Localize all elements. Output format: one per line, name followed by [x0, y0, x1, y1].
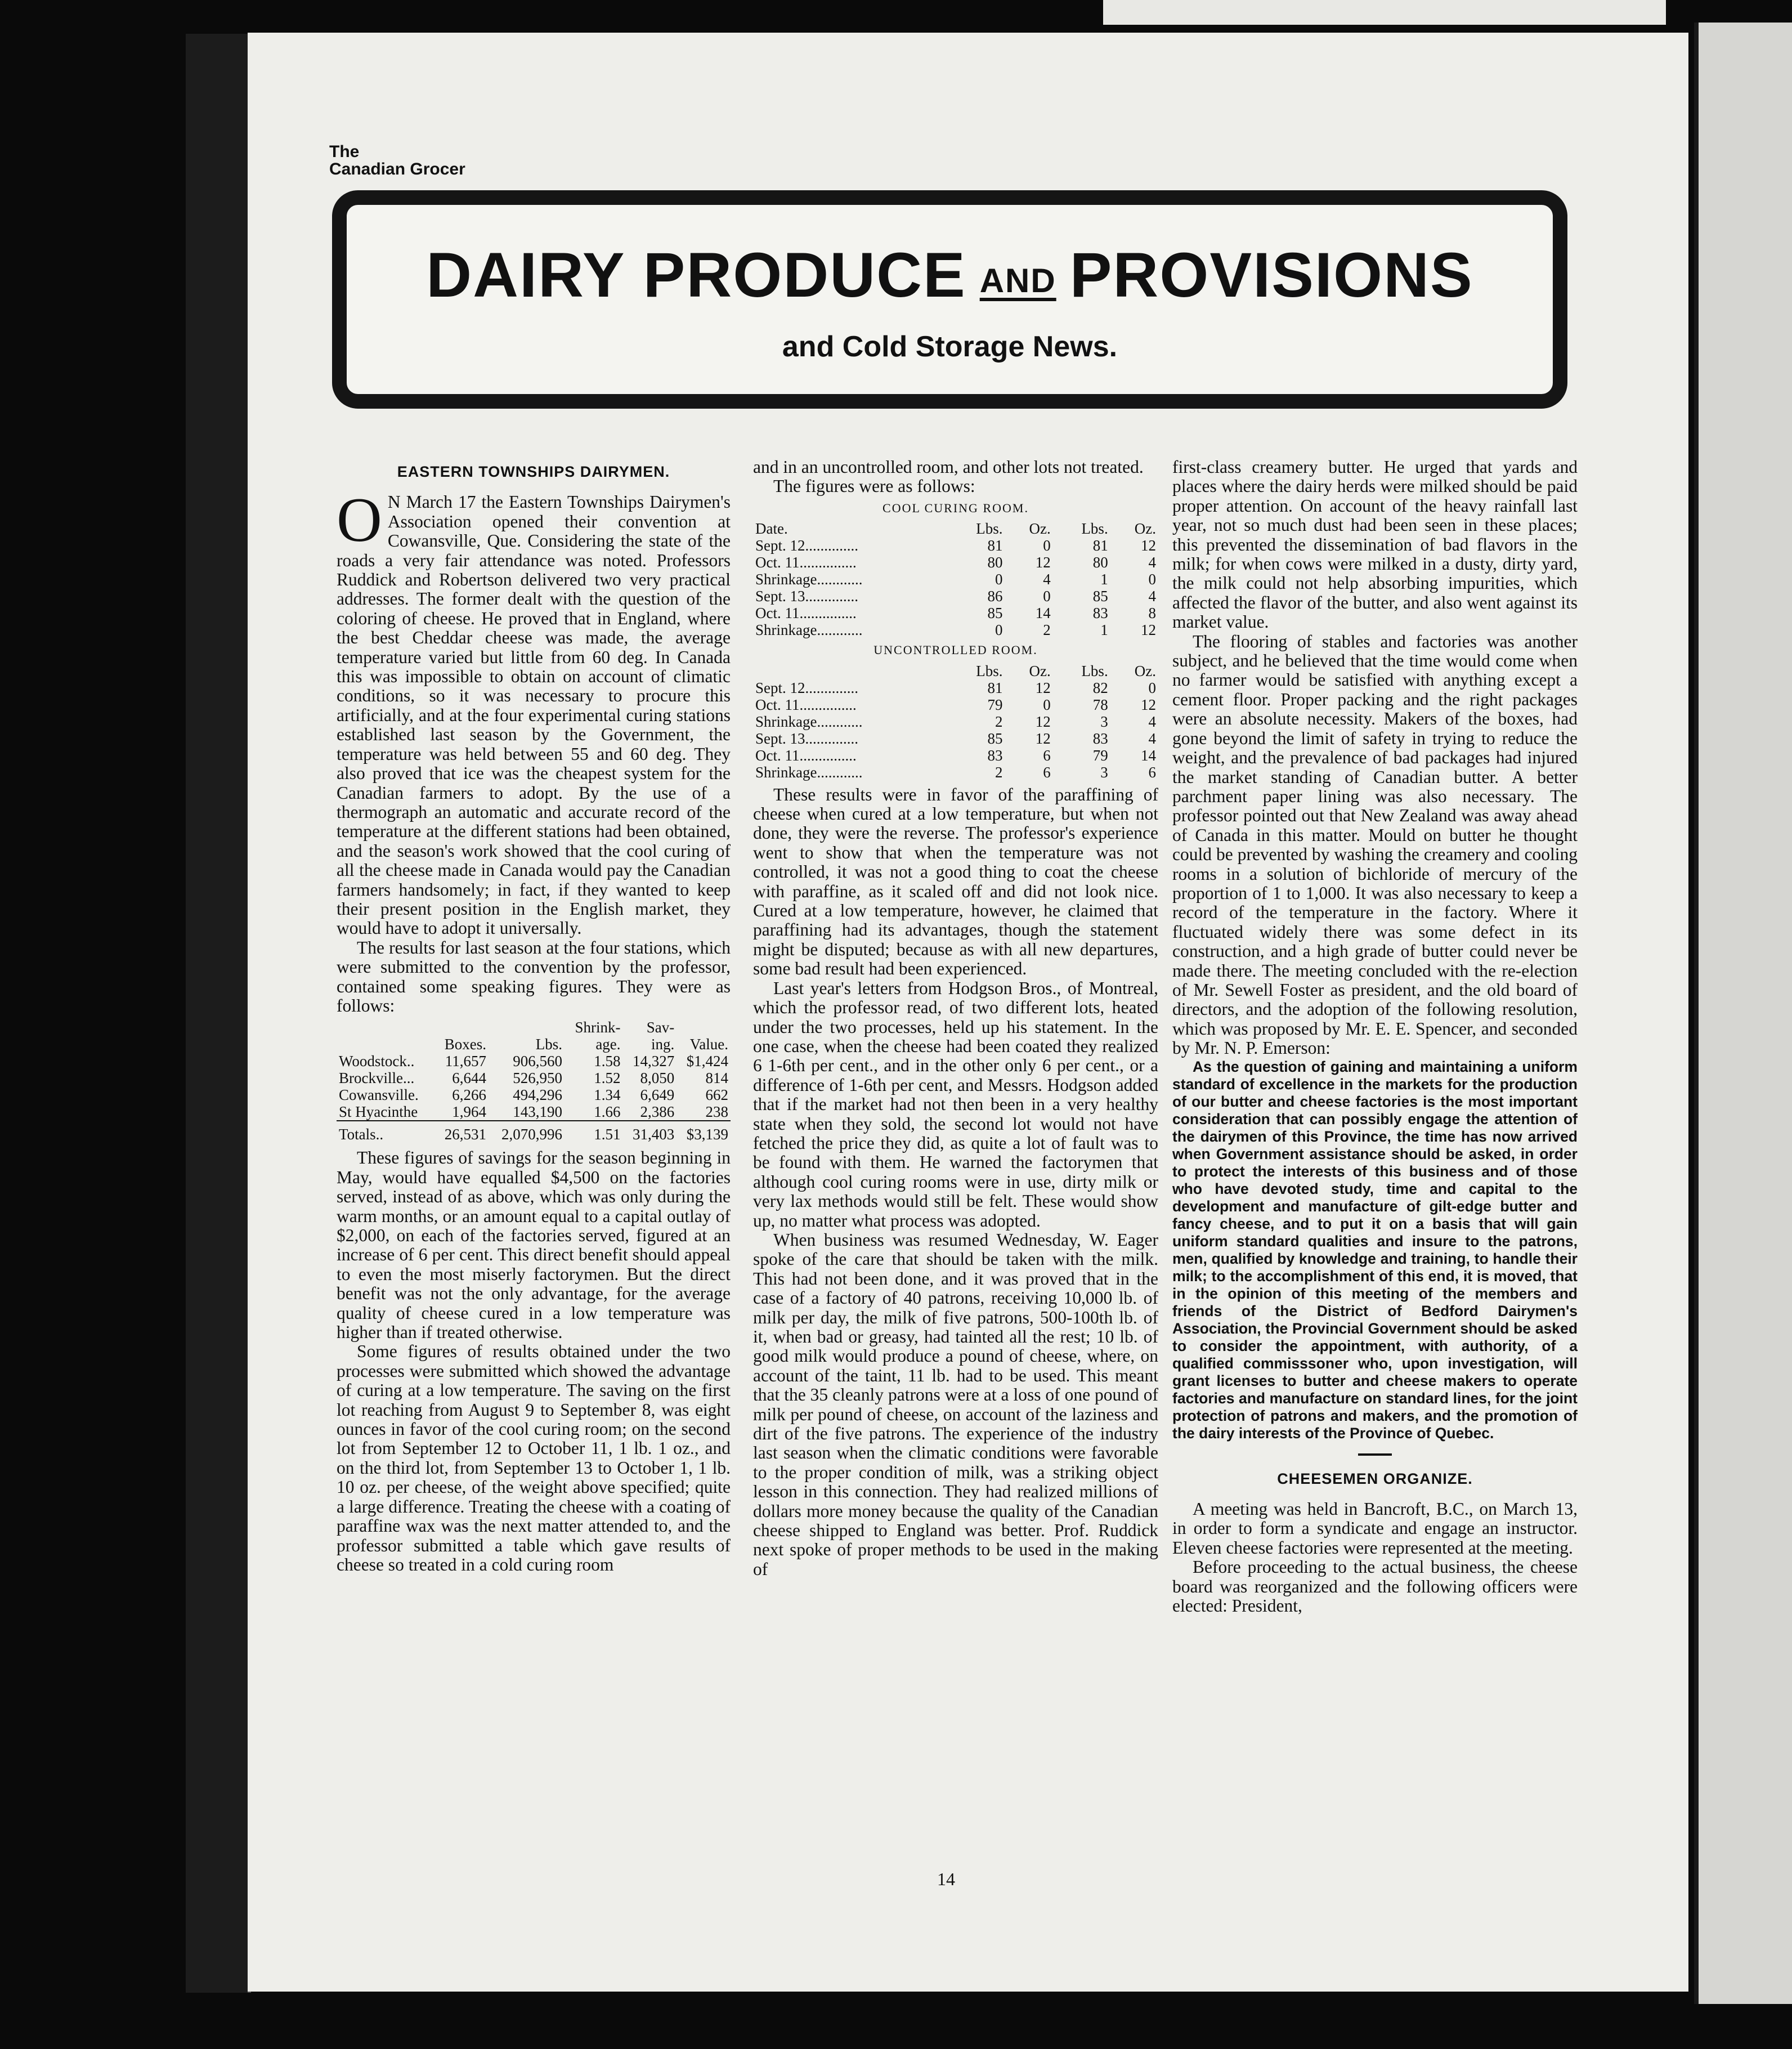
- table-cell: Woodstock..: [339, 1053, 415, 1070]
- table-cell: Brockville...: [339, 1070, 415, 1087]
- table-cell: 0: [1148, 679, 1156, 696]
- table-cell: 4: [1148, 554, 1156, 571]
- table-row: [753, 747, 1158, 764]
- table-row: [753, 571, 1158, 588]
- table-cell: 238: [705, 1103, 728, 1121]
- table-cell: 79: [1092, 746, 1108, 764]
- table-cell: 1.51: [565, 1121, 623, 1143]
- table-cell: 814: [705, 1070, 728, 1087]
- publication-line-1: The: [329, 142, 360, 161]
- publication-line-2: Canadian Grocer: [329, 160, 465, 178]
- table-cell: 26,531: [434, 1121, 489, 1143]
- table-cell: 0: [1043, 537, 1051, 554]
- table-row: [753, 605, 1158, 621]
- table-header-cell: Shrink-: [575, 1019, 621, 1036]
- banner-title: [347, 239, 1553, 311]
- column-3: [1172, 458, 1578, 1616]
- article-paragraph: Before proceeding to the actual business, the cheese board was reorganized and the following officers were elected: President,: [1172, 1557, 1578, 1616]
- article-paragraph: first-class creamery butter. He urged that yards and places where the dairy herds were milked should be paid proper attention. On account of the heavy rainfall last year, not so much dust had been seen in these places; this prevented the dissemination of bad flavors in the milk; for when cows were milked in a dusty, dirty yard, the milk could not help absorbing impurities, which affected the flavor of the butter, and also went against its market value.: [1172, 457, 1578, 632]
- table-cell: 12: [1035, 679, 1051, 696]
- table-cell: 0: [1148, 571, 1156, 588]
- results-table: [337, 1019, 731, 1143]
- table-row: [753, 621, 1158, 638]
- article-paragraph: When business was resumed Wednesday, W. Eager spoke of the care that should be taken with the milk. This had not been done, and it was proved that in the case of a factory of 40 patrons, receiving 10,000 lb. of milk per day, the milk of five patrons, 500-100th lb. of it, when bad or greasy, had tainted all the rest; 10 lb. of good milk would produce a pound of cheese, where, on account of the taint, 11 lb. had to be used. This meant that the 35 cleanly patrons were at a loss of one pound of milk per pound of cheese, on account of the laziness and dirt of the five patrons. The experience of the industry last season when the climatic conditions were favorable to the proper condition of milk, was a striking object lesson in this connection. They had realized millions of dollars more money because the quality of the Canadian cheese shipped to England was better. Prof. Ruddick next spoke of proper methods to be used in the making of: [753, 1229, 1158, 1579]
- table-cell: 4: [1148, 588, 1156, 605]
- table-cell: Shrinkage............: [755, 621, 863, 639]
- table-cell: Oct. 11...............: [755, 696, 857, 713]
- article-paragraph: The figures were as follows:: [773, 476, 975, 496]
- table-cell: 4: [1148, 730, 1156, 747]
- table-header-cell: age.: [595, 1036, 621, 1053]
- table-row: [753, 696, 1158, 713]
- table-cell: Shrinkage............: [755, 713, 863, 730]
- table-cell: $1,424: [686, 1053, 728, 1070]
- table-cell: 8: [1148, 605, 1156, 622]
- table-cell: 2: [995, 713, 1003, 730]
- table-row: [753, 588, 1158, 605]
- table-header-cell: Boxes.: [444, 1036, 486, 1053]
- table-header-cell: [489, 1019, 565, 1036]
- article-paragraph: The results for last season at the four stations, which were submitted to the convention by the professor, contained some speaking figures. They were as follows:: [337, 937, 731, 1015]
- table-header-row: [753, 520, 1158, 537]
- table-cell: 6: [1043, 763, 1051, 781]
- table-cell: Oct. 11...............: [755, 746, 857, 764]
- table-header-cell: [434, 1019, 489, 1036]
- newspaper-page: [248, 33, 1688, 1992]
- table-cell: 6,649: [640, 1086, 675, 1104]
- table-row: [337, 1070, 731, 1086]
- table-cell: 1.66: [594, 1103, 621, 1121]
- table-header-cell: Sav-: [646, 1019, 675, 1036]
- table-cell: 12: [1141, 621, 1156, 639]
- table-cell: 494,296: [513, 1086, 562, 1104]
- article-paragraph: [337, 485, 731, 938]
- cool-curing-title: COOL CURING ROOM.: [882, 500, 1029, 515]
- table-header-cell: [677, 1019, 731, 1036]
- table-cell: Sept. 13..............: [755, 730, 859, 747]
- resolution-text: As the question of gaining and maintaining a uniform standard of excellence in the markets for the production of our butter and cheese factories is the most important consideration that can possibly engage the attention of the dairymen of this Province, the time has now arrived when Government assistance should be asked, in order to protect the interests of this business and of those who have devoted study, time and capital to the development and manufacture of gilt-edge butter and fancy cheese, and to put it on a basis that will gain uniform standard qualities and insure to the patrons, men, qualified by knowledge and training, to handle their milk; to the accomplishment of this end, it is moved, that in the opinion of this meeting of the members and friends of the District of Bedford Dairymen's Association, the Provincial Government should be asked to consider the appointment, with authority, of a qualified commisssoner who, upon investigation, will grant licenses to butter and cheese makers to operate factories and manufacture on standard lines, for the joint protection of patrons and makers, and the promotion of the dairy interests of the Province of Quebec.: [1172, 1058, 1578, 1442]
- table-cell: 14: [1141, 746, 1156, 764]
- banner-title-and: AND: [979, 262, 1056, 299]
- table-header-cell: Lbs.: [1081, 662, 1108, 679]
- column-2: [753, 458, 1158, 1579]
- table-cell: $3,139: [677, 1121, 731, 1143]
- table-total-row: [337, 1121, 731, 1143]
- table-cell: 0: [995, 571, 1003, 588]
- uncontrolled-room-table: [753, 663, 1158, 781]
- table-cell: 0: [995, 621, 1003, 639]
- article-paragraph: Last year's letters from Hodgson Bros., of Montreal, which the professor read, of two different lots, heated under the two processes, held up his statement. In the one case, when the cheese had been coated they realized 6 1-6th per cent., and in the other only 6 per cent., or a difference of 1-6th per cent, and Messrs. Hodgson added that if the market had not then been in a very healthy state when they sold, the second lot would not have fetched the price they did, as quite a lot of fault was to be found with them. He warned the factorymen that although cool curing rooms were in use, dirty milk or very lax methods would still be felt. These would show up, no matter what process was adopted.: [753, 978, 1158, 1231]
- table-cell: 2: [995, 763, 1003, 781]
- article-heading: EASTERN TOWNSHIPS DAIRYMEN.: [397, 463, 670, 480]
- table-cell: 8,050: [640, 1070, 675, 1087]
- table-cell: 80: [987, 554, 1003, 571]
- table-cell: 80: [1092, 554, 1108, 571]
- article-paragraph: and in an uncontrolled room, and other lots not treated.: [753, 457, 1144, 477]
- table-cell: 31,403: [623, 1121, 677, 1143]
- table-cell: 2,386: [640, 1103, 675, 1121]
- table-row: [753, 554, 1158, 571]
- table-cell: Sept. 13..............: [755, 588, 859, 605]
- article-paragraph: The flooring of stables and factories was another subject, and he believed that the time would come when no farmer would be satisfied with anything except a cement floor. Proper packing and the right packages were an absolute necessity. Makers of the boxes, had gone beyond the limit of safety in trying to reduce the weight, and the prevalence of bad packages had injured the market standing of Canadian butter. A better parchment paper lining was also necessary. The professor pointed out that New Zealand was away ahead of Canada in this matter. Mould on butter he thought could be prevented by washing the creamery and cooling rooms in a solution of bichloride of mercury of the proportion of 1 to 1,000. It was also necessary to keep a record of the temperature in the factory. Where it fluctuated widely there was some defect in its construction, and a high grade of butter could never be made there. The meeting concluded with the re-election of Mr. Sewell Foster as president, and the old board of directors, and the adoption of the following resolution, which was proposed by Mr. E. E. Spencer, and seconded by Mr. N. P. Emerson:: [1172, 631, 1578, 1058]
- table-header-cell: Oz.: [1029, 520, 1051, 538]
- cool-curing-table: [753, 520, 1158, 638]
- table-cell: 4: [1148, 713, 1156, 730]
- table-header-cell: Date.: [755, 520, 788, 538]
- table-row: [337, 1053, 731, 1070]
- table-cell: Cowansville.: [339, 1086, 419, 1104]
- table-row: [753, 730, 1158, 747]
- table-header-cell: [337, 1036, 434, 1053]
- article-paragraph: These figures of savings for the season beginning in May, would have equalled $4,500 on the factories served, instead of as above, which was only during the warm months, or an amount equal to a capital outlay of $2,000, on each of the factories served, figured at an increase of 6 per cent. This direct benefit should appeal to even the most miserly factorymen. But the direct benefit was not the only advantage, for the average quality of cheese cured in a low temperature was higher than if treated otherwise.: [337, 1148, 731, 1343]
- table-header-cell: Oz.: [1134, 520, 1156, 538]
- table-cell: 86: [987, 588, 1003, 605]
- banner-subtitle: and Cold Storage News.: [782, 330, 1118, 363]
- table-header-cell: [753, 663, 948, 679]
- table-header-cell: Oz.: [1029, 662, 1051, 679]
- table-cell: 83: [987, 746, 1003, 764]
- table-header-row: [337, 1036, 731, 1053]
- table-cell: 2,070,996: [489, 1121, 565, 1143]
- table-cell: 4: [1043, 571, 1051, 588]
- table-row: [753, 537, 1158, 554]
- table-cell: 6: [1043, 746, 1051, 764]
- section-divider: [1358, 1453, 1392, 1456]
- table-cell: Sept. 12..............: [755, 537, 859, 554]
- article-paragraph: Some figures of results obtained under the two processes were submitted which showed the advantage of curing at a low temperature. The saving on the first lot reaching from August 9 to September 8, was eight ounces in favor of the cool curing room; on the second lot from September 12 to October 11, 1 lb. 1 oz., and on the third lot, from September 13 to October 1, 1 lb. 10 oz. per cheese, of the weight above specified; quite a large difference. Treating the cheese with a coating of paraffine wax was the next matter attended to, and the professor submitted a table which gave results of cheese so treated in a cold curing room: [337, 1341, 731, 1574]
- table-row: [753, 713, 1158, 730]
- table-cell: 79: [987, 696, 1003, 713]
- column-1: [337, 458, 731, 1574]
- table-cell: 85: [987, 605, 1003, 622]
- book-spine: [186, 34, 251, 1993]
- table-cell: 83: [1092, 605, 1108, 622]
- table-header-cell: Lbs.: [535, 1036, 562, 1053]
- table-header-cell: Oz.: [1134, 662, 1156, 679]
- table-cell: 78: [1092, 696, 1108, 713]
- article-paragraph: A meeting was held in Bancroft, B.C., on March 13, in order to form a syndicate and engage an instructor. Eleven cheese factories were represented at the meeting.: [1172, 1499, 1578, 1558]
- table-cell: Shrinkage............: [755, 571, 863, 588]
- table-cell: 1.52: [594, 1070, 621, 1087]
- banner-title-provisions: PROVISIONS: [1069, 240, 1473, 310]
- table-cell: 12: [1035, 730, 1051, 747]
- page-number: 14: [937, 1869, 955, 1889]
- table-header-row-top: [337, 1019, 731, 1036]
- table-row: [753, 764, 1158, 781]
- table-cell: 526,950: [513, 1070, 562, 1087]
- table-cell: 6,266: [452, 1086, 486, 1104]
- table-header-cell: Lbs.: [976, 662, 1003, 679]
- table-cell: Sept. 12..............: [755, 679, 859, 696]
- uncontrolled-room-title: UNCONTROLLED ROOM.: [873, 643, 1038, 657]
- table-cell: 85: [987, 730, 1003, 747]
- table-cell: 12: [1141, 537, 1156, 554]
- drop-cap: O: [337, 485, 382, 556]
- table-row: [337, 1086, 731, 1103]
- table-cell: 3: [1100, 713, 1108, 730]
- facing-page-edge: [1694, 23, 1792, 2004]
- table-header-cell: ing.: [651, 1036, 675, 1053]
- table-header-cell: Lbs.: [976, 520, 1003, 538]
- table-cell: 6,644: [452, 1070, 486, 1087]
- table-cell: 12: [1035, 554, 1051, 571]
- table-cell: 82: [1092, 679, 1108, 696]
- table-cell: Oct. 11...............: [755, 605, 857, 622]
- table-cell: 0: [1043, 588, 1051, 605]
- table-cell: 906,560: [513, 1053, 562, 1070]
- table-cell: Totals..: [337, 1121, 434, 1143]
- table-cell: St Hyacinthe: [339, 1103, 418, 1121]
- table-cell: 81: [1092, 537, 1108, 554]
- table-cell: 12: [1035, 713, 1051, 730]
- table-cell: 1.34: [594, 1086, 621, 1104]
- publication-name: [329, 143, 465, 178]
- table-cell: 1,964: [452, 1103, 486, 1121]
- table-cell: 2: [1043, 621, 1051, 639]
- table-cell: 1.58: [594, 1053, 621, 1070]
- table-row: [337, 1103, 731, 1121]
- banner-title-dairy: DAIRY PRODUCE: [426, 240, 966, 310]
- top-edge-strip: [1103, 0, 1666, 25]
- table-cell: 662: [705, 1086, 728, 1104]
- table-cell: 0: [1043, 696, 1051, 713]
- paragraph-text: N March 17 the Eastern Townships Dairymen's Association opened their convention at Cowansville, Que. Considering the state of the roads a very fair attendance was noted. Professors Ruddick and Robertson delivered two very practical addresses. The former dealt with the question of the coloring of cheese. He proved that in England, where the best Cheddar cheese was made, the average temperature varied but little from 60 deg. In Canada this was impossible to obtain on account of climatic conditions, so it was necessary to procure this artificially, and at the four experimental curing stations established last season by the Government, the temperature was held between 55 and 60 deg. They also proved that ice was the cheapest system for the Canadian farmers to adopt. By the use of a thermograph an automatic and accurate record of the temperature at the different stations had been obtained, and the season's work showed that the cool curing of all the cheese made in Canada would pay the Canadian farmers handsomely; in fact, if they wanted to keep their present position in the English market, they would have to adopt it universally.: [337, 492, 731, 938]
- table-cell: 1: [1100, 621, 1108, 639]
- article-paragraph: These results were in favor of the paraffining of cheese when cured at a low temperature, but when not done, they were the reverse. The professor's experience went to show that when the temperature was not controlled, it was not a good thing to coat the cheese with paraffine, as it scaled off and did not look nice. Cured at a low temperature, however, he claimed that paraffining had its advantages, though the statement might be disputed; because as with all new departures, some bad result had been experienced.: [753, 784, 1158, 979]
- table-cell: 3: [1100, 763, 1108, 781]
- table-cell: Shrinkage............: [755, 763, 863, 781]
- table-cell: 85: [1092, 588, 1108, 605]
- table-row: [753, 679, 1158, 696]
- article-heading-2: CHEESEMEN ORGANIZE.: [1277, 1470, 1473, 1487]
- section-banner: [332, 190, 1567, 409]
- table-cell: 14: [1035, 605, 1051, 622]
- table-header-cell: Value.: [689, 1036, 728, 1053]
- table-header-cell: [337, 1019, 434, 1036]
- table-cell: 81: [987, 679, 1003, 696]
- table-cell: 143,190: [513, 1103, 562, 1121]
- table-header-cell: Lbs.: [1081, 520, 1108, 538]
- table-header-row: [753, 663, 1158, 679]
- table-cell: 83: [1092, 730, 1108, 747]
- table-cell: 11,657: [445, 1053, 486, 1070]
- table-cell: 14,327: [633, 1053, 675, 1070]
- table-cell: 12: [1141, 696, 1156, 713]
- table-cell: Oct. 11...............: [755, 554, 857, 571]
- table-cell: 6: [1148, 763, 1156, 781]
- table-cell: 1: [1100, 571, 1108, 588]
- table-cell: 81: [987, 537, 1003, 554]
